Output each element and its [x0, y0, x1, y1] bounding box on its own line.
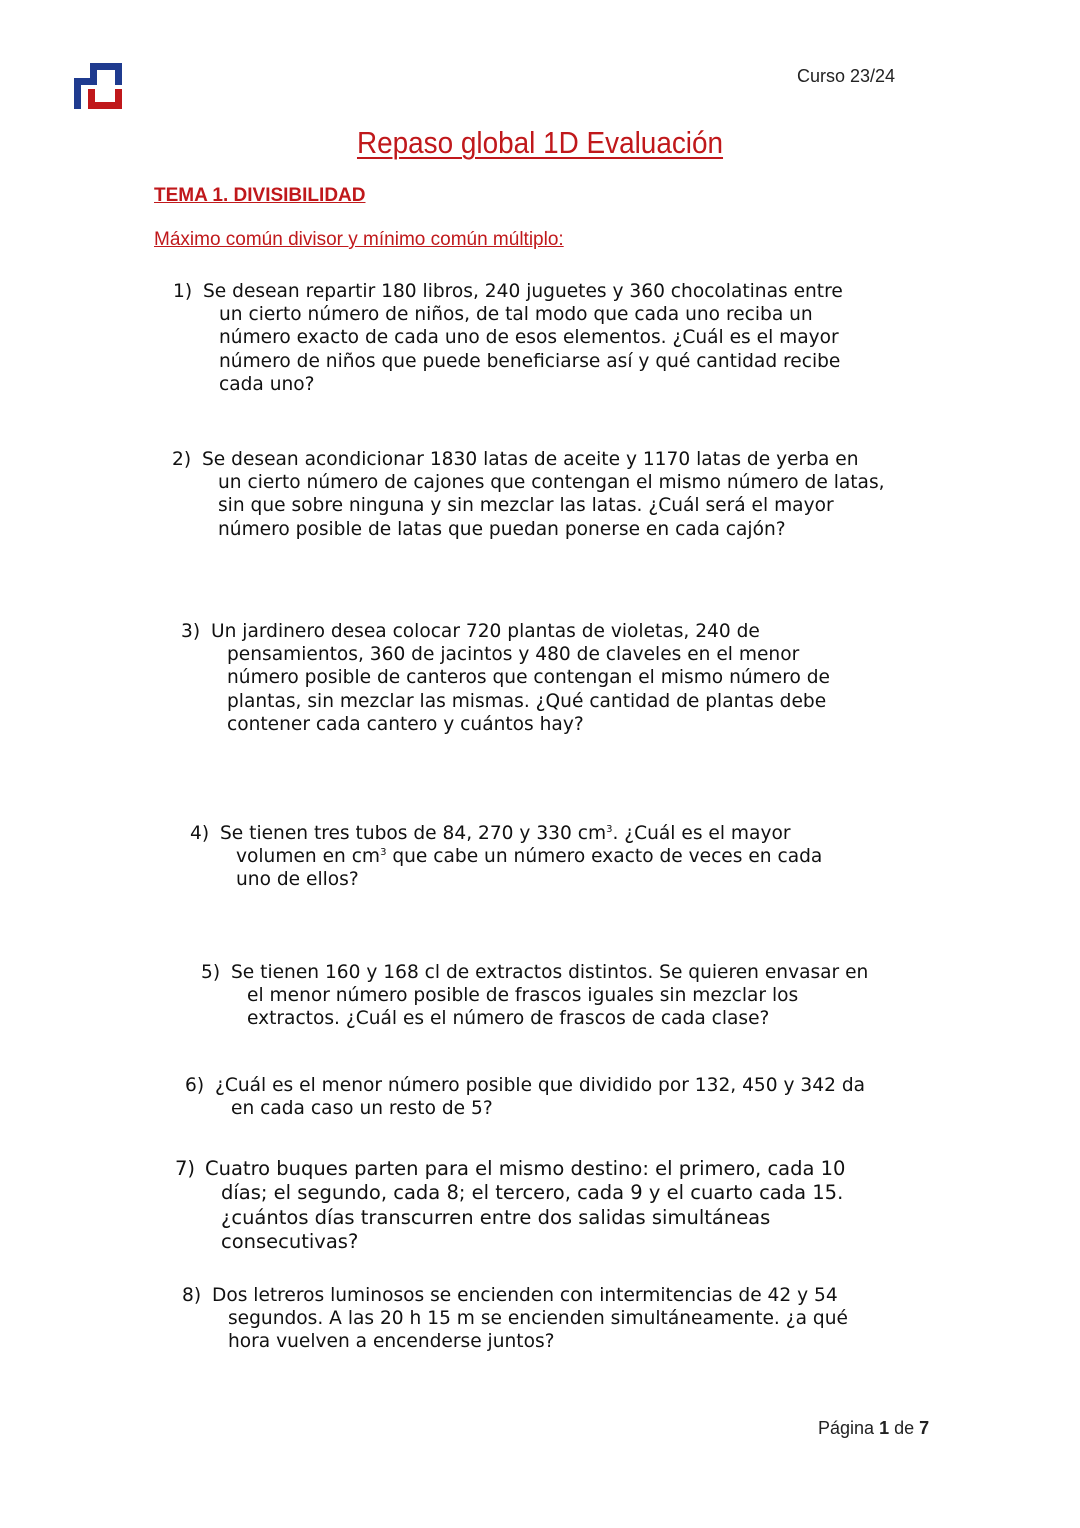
- problem-text: Se tienen 160 y 168 cl de extractos distintos. Se quieren envasar en el menor número posible de frascos iguales sin mezclar los extractos. ¿Cuál es el número de frascos de cada clase?: [231, 962, 869, 1030]
- problem-text-part: . ¿Cuál es el mayor volumen en cm: [236, 823, 791, 868]
- problem-3: [181, 620, 871, 736]
- total-pages: 7: [919, 1418, 930, 1438]
- superscript: 3: [380, 847, 387, 859]
- problem-text: Cuatro buques parten para el mismo destino: el primero, cada 10 días; el segundo, cada 8; el tercero, cada 9 y el cuarto cada 15. ¿cuántos días transcurren entre dos salidas simultáneas consecutivas?: [205, 1157, 846, 1254]
- problem-text: Un jardinero desea colocar 720 plantas de violetas, 240 de pensamientos, 360 de jacintos y 480 de claveles en el menor número posible de canteros que contengan el mismo número de plantas, sin mezclar las mismas. ¿Qué cantidad de plantas debe contener cada cantero y cuántos hay?: [211, 621, 830, 735]
- page-middle: de: [889, 1418, 920, 1438]
- current-page: 1: [879, 1418, 890, 1438]
- problem-number: 7): [175, 1157, 196, 1180]
- problem-number: 2): [172, 449, 192, 470]
- problem-8: [182, 1284, 867, 1354]
- problem-2: [172, 448, 887, 541]
- problem-text: Se desean repartir 180 libros, 240 juguetes y 360 chocolatinas entre un cierto número de niños, de tal modo que cada uno reciba un número exacto de cada uno de esos elementos. ¿Cuál es el mayor número de niños que puede beneficiarse así y qué cantidad recibe cada uno?: [203, 281, 843, 395]
- problem-7: [175, 1157, 890, 1255]
- problem-4: [190, 822, 850, 892]
- problem-text: ¿Cuál es el menor número posible que dividido por 132, 450 y 342 da en cada caso un resto de 5?: [215, 1075, 866, 1120]
- problem-number: 4): [190, 823, 210, 844]
- problem-text: Se desean acondicionar 1830 latas de aceite y 1170 latas de yerba en un cierto número de cajones que contengan el mismo número de latas, sin que sobre ninguna y sin mezclar las latas. ¿Cuál será el mayor número posible de latas que puedan ponerse en cada cajón?: [202, 449, 885, 540]
- problem-6: [185, 1074, 865, 1120]
- page-prefix: Página: [818, 1418, 880, 1438]
- problem-5: [201, 961, 871, 1031]
- page-title: Repaso global 1D Evaluación: [356, 125, 724, 160]
- subtopic-heading: Máximo común divisor y mínimo común múltiplo:: [154, 229, 564, 250]
- superscript: 3: [606, 824, 613, 835]
- page-indicator: [818, 1418, 929, 1439]
- problem-number: 1): [173, 281, 193, 302]
- problem-text: [220, 822, 850, 892]
- problem-text: Dos letreros luminosos se encienden con intermitencias de 42 y 54 segundos. A las 20 h 15 m se encienden simultáneamente. ¿a qué hora vuelven a encenderse juntos?: [212, 1285, 848, 1353]
- logo-mark-icon: [73, 61, 124, 111]
- problem-number: 3): [181, 621, 201, 642]
- problem-number: 5): [201, 962, 221, 983]
- course-label: Curso 23/24: [797, 66, 896, 86]
- theme-heading: TEMA 1. DIVISIBILIDAD: [154, 185, 366, 206]
- problem-number: 6): [185, 1075, 205, 1096]
- problem-number: 8): [182, 1285, 202, 1306]
- problem-1: [173, 280, 853, 396]
- problem-text-part: que cabe un número exacto de veces en cada uno de ellos?: [236, 846, 823, 891]
- problem-text-part: Se tienen tres tubos de 84, 270 y 330 cm: [220, 823, 607, 844]
